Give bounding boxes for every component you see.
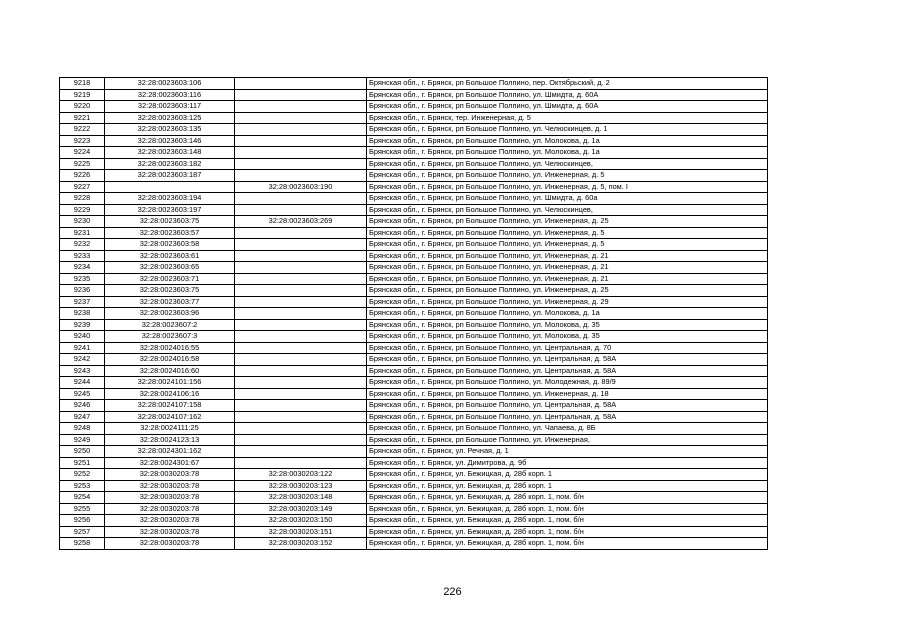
cadastral-number-cell: 32:28:0023603:182: [105, 158, 235, 170]
row-number-cell: 9255: [60, 503, 105, 515]
table-row: [60, 492, 768, 504]
address-cell: Брянская обл., г. Брянск, рп Большое Полпино, ул. Центральная, д. 58А: [367, 411, 768, 423]
row-number-cell: 9218: [60, 78, 105, 90]
address-cell: Брянская обл., г. Брянск, ул. Бежицкая, д. 28б корп. 1, пом. б/н: [367, 503, 768, 515]
row-number-cell: 9239: [60, 319, 105, 331]
cadastral-number-cell: 32:28:0024111:25: [105, 423, 235, 435]
table-row: [60, 181, 768, 193]
cadastral-number-cell: 32:28:0024301:162: [105, 446, 235, 458]
cadastral-number-cell: 32:28:0024107:158: [105, 400, 235, 412]
object-cadastral-number-cell: [235, 285, 367, 297]
cadastral-number-cell: 32:28:0024107:162: [105, 411, 235, 423]
row-number-cell: 9258: [60, 538, 105, 550]
object-cadastral-number-cell: [235, 147, 367, 159]
address-cell: Брянская обл., г. Брянск, рп Большое Полпино, ул. Центральная, д. 58А: [367, 365, 768, 377]
address-cell: Брянская обл., г. Брянск, рп Большое Полпино, ул. Инженерная, д. 5, пом. I: [367, 181, 768, 193]
address-cell: Брянская обл., г. Брянск, рп Большое Полпино, ул. Инженерная, д. 5: [367, 227, 768, 239]
object-cadastral-number-cell: [235, 112, 367, 124]
row-number-cell: 9243: [60, 365, 105, 377]
object-cadastral-number-cell: 32:28:0030203:148: [235, 492, 367, 504]
object-cadastral-number-cell: [235, 273, 367, 285]
row-number-cell: 9245: [60, 388, 105, 400]
cadastral-number-cell: 32:28:0023603:77: [105, 296, 235, 308]
table-row: [60, 147, 768, 159]
object-cadastral-number-cell: [235, 296, 367, 308]
address-cell: Брянская обл., г. Брянск, рп Большое Полпино, ул. Инженерная, д. 5: [367, 170, 768, 182]
row-number-cell: 9247: [60, 411, 105, 423]
table-row: [60, 538, 768, 550]
address-cell: Брянская обл., г. Брянск, рп Большое Полпино, ул. Молодежная, д. 89/9: [367, 377, 768, 389]
object-cadastral-number-cell: 32:28:0023603:190: [235, 181, 367, 193]
cadastral-number-cell: 32:28:0030203:78: [105, 526, 235, 538]
cadastral-number-cell: 32:28:0023603:117: [105, 101, 235, 113]
object-cadastral-number-cell: [235, 457, 367, 469]
table-row: [60, 515, 768, 527]
row-number-cell: 9220: [60, 101, 105, 113]
cadastral-number-cell: 32:28:0024016:58: [105, 354, 235, 366]
table-row: [60, 526, 768, 538]
table-row: [60, 296, 768, 308]
cadastral-number-cell: 32:28:0023603:116: [105, 89, 235, 101]
object-cadastral-number-cell: [235, 308, 367, 320]
address-cell: Брянская обл., г. Брянск, рп Большое Полпино, ул. Челюскинцев,: [367, 204, 768, 216]
address-cell: Брянская обл., г. Брянск, рп Большое Полпино, ул. Шмидта, д. 60А: [367, 101, 768, 113]
table-row: [60, 469, 768, 481]
row-number-cell: 9230: [60, 216, 105, 228]
page-number: 226: [443, 586, 462, 598]
row-number-cell: 9227: [60, 181, 105, 193]
cadastral-number-cell: 32:28:0024106:16: [105, 388, 235, 400]
cadastral-number-cell: 32:28:0023607:3: [105, 331, 235, 343]
row-number-cell: 9246: [60, 400, 105, 412]
row-number-cell: 9253: [60, 480, 105, 492]
table-row: [60, 158, 768, 170]
row-number-cell: 9235: [60, 273, 105, 285]
object-cadastral-number-cell: 32:28:0030203:151: [235, 526, 367, 538]
object-cadastral-number-cell: [235, 365, 367, 377]
address-cell: Брянская обл., г. Брянск, рп Большое Полпино, ул. Инженерная, д. 21: [367, 273, 768, 285]
address-cell: Брянская обл., г. Брянск, рп Большое Полпино, ул. Инженерная, д. 21: [367, 262, 768, 274]
table-row: [60, 193, 768, 205]
row-number-cell: 9229: [60, 204, 105, 216]
address-cell: Брянская обл., г. Брянск, рп Большое Полпино, ул. Челюскинцев,: [367, 158, 768, 170]
row-number-cell: 9256: [60, 515, 105, 527]
row-number-cell: 9237: [60, 296, 105, 308]
table-row: [60, 250, 768, 262]
table-row: [60, 342, 768, 354]
row-number-cell: 9219: [60, 89, 105, 101]
cadastral-number-cell: 32:28:0030203:78: [105, 492, 235, 504]
object-cadastral-number-cell: 32:28:0030203:122: [235, 469, 367, 481]
table-row: [60, 411, 768, 423]
row-number-cell: 9236: [60, 285, 105, 297]
object-cadastral-number-cell: [235, 101, 367, 113]
table-row: [60, 308, 768, 320]
address-cell: Брянская обл., г. Брянск, ул. Речная, д. 1: [367, 446, 768, 458]
object-cadastral-number-cell: [235, 262, 367, 274]
row-number-cell: 9257: [60, 526, 105, 538]
row-number-cell: 9222: [60, 124, 105, 136]
address-cell: Брянская обл., г. Брянск, рп Большое Полпино, ул. Инженерная, д. 25: [367, 216, 768, 228]
address-cell: Брянская обл., г. Брянск, рп Большое Полпино, ул. Инженерная, д. 29: [367, 296, 768, 308]
address-cell: Брянская обл., г. Брянск, рп Большое Полпино, ул. Молокова, д. 1а: [367, 147, 768, 159]
address-cell: Брянская обл., г. Брянск, рп Большое Полпино, ул. Инженерная, д. 25: [367, 285, 768, 297]
object-cadastral-number-cell: 32:28:0030203:123: [235, 480, 367, 492]
cadastral-number-cell: 32:28:0023603:146: [105, 135, 235, 147]
table-row: [60, 503, 768, 515]
cadastral-number-cell: 32:28:0023603:57: [105, 227, 235, 239]
address-cell: Брянская обл., г. Брянск, рп Большое Полпино, ул. Молокова, д. 35: [367, 319, 768, 331]
object-cadastral-number-cell: [235, 239, 367, 251]
address-cell: Брянская обл., г. Брянск, ул. Бежицкая, д. 28б корп. 1, пом. б/н: [367, 515, 768, 527]
registry-table-body: [60, 78, 768, 550]
cadastral-number-cell: 32:28:0023603:75: [105, 216, 235, 228]
object-cadastral-number-cell: [235, 135, 367, 147]
cadastral-number-cell: 32:28:0024301:67: [105, 457, 235, 469]
row-number-cell: 9223: [60, 135, 105, 147]
address-cell: Брянская обл., г. Брянск, рп Большое Полпино, ул. Чапаева, д. 8Б: [367, 423, 768, 435]
row-number-cell: 9224: [60, 147, 105, 159]
object-cadastral-number-cell: 32:28:0023603:269: [235, 216, 367, 228]
table-row: [60, 365, 768, 377]
cadastral-number-cell: 32:28:0023603:61: [105, 250, 235, 262]
object-cadastral-number-cell: [235, 250, 367, 262]
address-cell: Брянская обл., г. Брянск, рп Большое Полпино, ул. Центральная, д. 58А: [367, 400, 768, 412]
table-row: [60, 285, 768, 297]
table-row: [60, 434, 768, 446]
address-cell: Брянская обл., г. Брянск, рп Большое Полпино, ул. Шмидта, д. 60а: [367, 193, 768, 205]
object-cadastral-number-cell: [235, 446, 367, 458]
cadastral-number-cell: 32:28:0023603:187: [105, 170, 235, 182]
table-row: [60, 112, 768, 124]
object-cadastral-number-cell: [235, 411, 367, 423]
object-cadastral-number-cell: [235, 78, 367, 90]
cadastral-number-cell: 32:28:0023603:125: [105, 112, 235, 124]
cadastral-number-cell: 32:28:0023603:71: [105, 273, 235, 285]
cadastral-number-cell: 32:28:0030203:78: [105, 480, 235, 492]
table-row: [60, 400, 768, 412]
row-number-cell: 9225: [60, 158, 105, 170]
table-row: [60, 273, 768, 285]
object-cadastral-number-cell: [235, 227, 367, 239]
cadastral-number-cell: 32:28:0030203:78: [105, 503, 235, 515]
table-row: [60, 204, 768, 216]
cadastral-number-cell: 32:28:0023603:148: [105, 147, 235, 159]
object-cadastral-number-cell: 32:28:0030203:152: [235, 538, 367, 550]
row-number-cell: 9252: [60, 469, 105, 481]
table-row: [60, 388, 768, 400]
table-row: [60, 101, 768, 113]
row-number-cell: 9254: [60, 492, 105, 504]
object-cadastral-number-cell: [235, 342, 367, 354]
object-cadastral-number-cell: [235, 319, 367, 331]
table-row: [60, 319, 768, 331]
cadastral-number-cell: 32:28:0030203:78: [105, 515, 235, 527]
row-number-cell: 9240: [60, 331, 105, 343]
cadastral-number-cell: 32:28:0030203:78: [105, 538, 235, 550]
address-cell: Брянская обл., г. Брянск, рп Большое Полпино, ул. Челюскинцев, д. 1: [367, 124, 768, 136]
row-number-cell: 9221: [60, 112, 105, 124]
object-cadastral-number-cell: [235, 204, 367, 216]
row-number-cell: 9248: [60, 423, 105, 435]
address-cell: Брянская обл., г. Брянск, ул. Димитрова, д. 9б: [367, 457, 768, 469]
object-cadastral-number-cell: [235, 89, 367, 101]
cadastral-number-cell: 32:28:0024123:13: [105, 434, 235, 446]
address-cell: Брянская обл., г. Брянск, ул. Бежицкая, д. 28б корп. 1: [367, 469, 768, 481]
object-cadastral-number-cell: [235, 400, 367, 412]
address-cell: Брянская обл., г. Брянск, рп Большое Полпино, ул. Молокова, д. 1а: [367, 135, 768, 147]
table-row: [60, 135, 768, 147]
address-cell: Брянская обл., г. Брянск, ул. Бежицкая, д. 28б корп. 1, пом. б/н: [367, 538, 768, 550]
table-row: [60, 377, 768, 389]
object-cadastral-number-cell: [235, 170, 367, 182]
address-cell: Брянская обл., г. Брянск, рп Большое Полпино, ул. Молокова, д. 35: [367, 331, 768, 343]
cadastral-number-cell: 32:28:0023603:65: [105, 262, 235, 274]
table-row: [60, 216, 768, 228]
table-row: [60, 262, 768, 274]
table-row: [60, 457, 768, 469]
object-cadastral-number-cell: [235, 193, 367, 205]
table-row: [60, 78, 768, 90]
object-cadastral-number-cell: 32:28:0030203:150: [235, 515, 367, 527]
row-number-cell: 9226: [60, 170, 105, 182]
address-cell: Брянская обл., г. Брянск, ул. Бежицкая, д. 28б корп. 1: [367, 480, 768, 492]
address-cell: Брянская обл., г. Брянск, рп Большое Полпино, ул. Молокова, д. 1а: [367, 308, 768, 320]
table-row: [60, 331, 768, 343]
object-cadastral-number-cell: [235, 331, 367, 343]
cadastral-number-cell: 32:28:0023603:197: [105, 204, 235, 216]
table-row: [60, 446, 768, 458]
registry-table: [59, 77, 768, 550]
object-cadastral-number-cell: [235, 434, 367, 446]
address-cell: Брянская обл., г. Брянск, рп Большое Полпино, ул. Центральная, д. 58А: [367, 354, 768, 366]
address-cell: Брянская обл., г. Брянск, рп Большое Полпино, ул. Шмидта, д. 60А: [367, 89, 768, 101]
cadastral-number-cell: 32:28:0023603:96: [105, 308, 235, 320]
row-number-cell: 9231: [60, 227, 105, 239]
object-cadastral-number-cell: [235, 388, 367, 400]
table-row: [60, 239, 768, 251]
cadastral-number-cell: 32:28:0023603:135: [105, 124, 235, 136]
table-row: [60, 170, 768, 182]
cadastral-number-cell: 32:28:0024016:55: [105, 342, 235, 354]
table-row: [60, 89, 768, 101]
cadastral-number-cell: 32:28:0023603:106: [105, 78, 235, 90]
table-row: [60, 480, 768, 492]
row-number-cell: 9244: [60, 377, 105, 389]
row-number-cell: 9249: [60, 434, 105, 446]
address-cell: Брянская обл., г. Брянск, рп Большое Полпино, ул. Инженерная, д. 18: [367, 388, 768, 400]
row-number-cell: 9250: [60, 446, 105, 458]
row-number-cell: 9233: [60, 250, 105, 262]
object-cadastral-number-cell: [235, 377, 367, 389]
address-cell: Брянская обл., г. Брянск, ул. Бежицкая, д. 28б корп. 1, пом. б/н: [367, 526, 768, 538]
cadastral-number-cell: 32:28:0023603:58: [105, 239, 235, 251]
object-cadastral-number-cell: [235, 354, 367, 366]
row-number-cell: 9251: [60, 457, 105, 469]
cadastral-number-cell: 32:28:0023607:2: [105, 319, 235, 331]
address-cell: Брянская обл., г. Брянск, рп Большое Полпино, пер. Октябрьский, д. 2: [367, 78, 768, 90]
row-number-cell: 9242: [60, 354, 105, 366]
table-row: [60, 124, 768, 136]
address-cell: Брянская обл., г. Брянск, тер. Инженерная, д. 5: [367, 112, 768, 124]
table-row: [60, 423, 768, 435]
cadastral-number-cell: 32:28:0030203:78: [105, 469, 235, 481]
table-row: [60, 227, 768, 239]
cadastral-number-cell: 32:28:0023603:194: [105, 193, 235, 205]
address-cell: Брянская обл., г. Брянск, ул. Бежицкая, д. 28б корп. 1, пом. б/н: [367, 492, 768, 504]
row-number-cell: 9234: [60, 262, 105, 274]
object-cadastral-number-cell: 32:28:0030203:149: [235, 503, 367, 515]
object-cadastral-number-cell: [235, 158, 367, 170]
row-number-cell: 9241: [60, 342, 105, 354]
address-cell: Брянская обл., г. Брянск, рп Большое Полпино, ул. Инженерная, д. 21: [367, 250, 768, 262]
cadastral-number-cell: [105, 181, 235, 193]
address-cell: Брянская обл., г. Брянск, рп Большое Полпино, ул. Инженерная, д. 5: [367, 239, 768, 251]
table-row: [60, 354, 768, 366]
cadastral-number-cell: 32:28:0024016:60: [105, 365, 235, 377]
cadastral-number-cell: 32:28:0024101:156: [105, 377, 235, 389]
cadastral-number-cell: 32:28:0023603:75: [105, 285, 235, 297]
object-cadastral-number-cell: [235, 423, 367, 435]
row-number-cell: 9232: [60, 239, 105, 251]
object-cadastral-number-cell: [235, 124, 367, 136]
row-number-cell: 9238: [60, 308, 105, 320]
row-number-cell: 9228: [60, 193, 105, 205]
address-cell: Брянская обл., г. Брянск, рп Большое Полпино, ул. Центральная, д. 70: [367, 342, 768, 354]
address-cell: Брянская обл., г. Брянск, рп Большое Полпино, ул. Инженерная,: [367, 434, 768, 446]
